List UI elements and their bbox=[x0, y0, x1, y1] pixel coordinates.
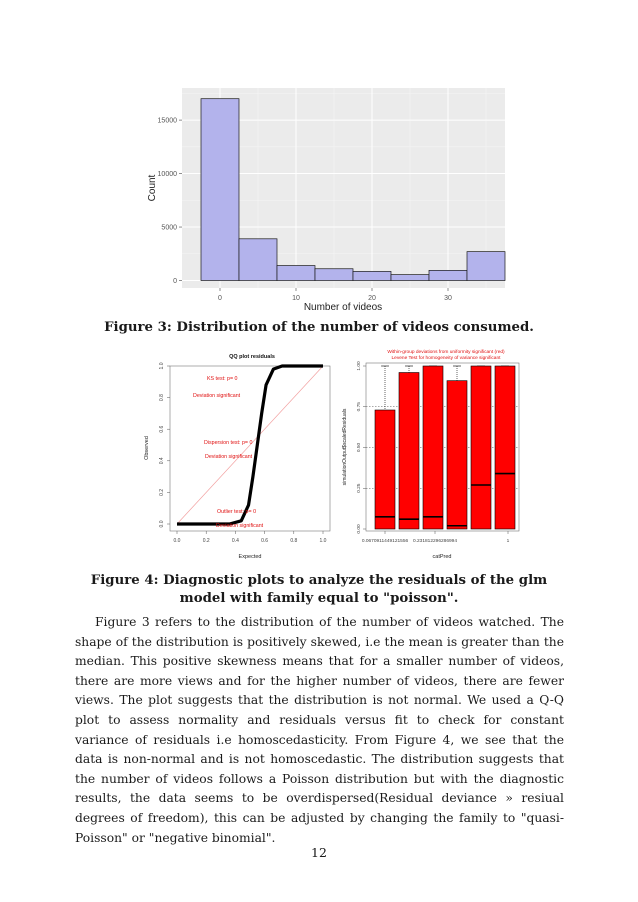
qq-frame bbox=[170, 366, 330, 531]
hist-bar bbox=[353, 271, 391, 280]
resid-box bbox=[495, 366, 515, 529]
hist-x-tick-label: 30 bbox=[444, 295, 452, 302]
hist-y-ticks bbox=[158, 118, 182, 285]
resid-box bbox=[447, 381, 467, 529]
hist-bar bbox=[201, 99, 239, 281]
resid-y-tick-label: 0.25 bbox=[357, 483, 362, 493]
resid-title-line2: Levene Test for homogeneity of variance significant bbox=[391, 356, 501, 361]
figure-3-caption: Figure 3: Distribution of the number of videos consumed. bbox=[104, 320, 534, 335]
hist-bar bbox=[467, 252, 505, 281]
hist-y-tick-label: 15000 bbox=[157, 117, 177, 125]
qq-x-tick-label: 0.2 bbox=[202, 538, 210, 544]
resid-x-label: catPred bbox=[432, 554, 452, 560]
qq-annotation-disp: Dispersion test: p= 0 bbox=[204, 440, 253, 446]
resid-y-tick-label: 1.00 bbox=[357, 361, 362, 371]
qq-y-tick-label: 0.6 bbox=[159, 425, 165, 433]
resid-box bbox=[375, 410, 395, 529]
qq-x-tick-label: 1.0 bbox=[319, 538, 327, 544]
figure-4-residual-boxplot bbox=[338, 348, 523, 566]
hist-x-ticks bbox=[218, 288, 452, 302]
qq-y-tick-label: 0.4 bbox=[159, 457, 165, 465]
hist-y-tick-label: 0 bbox=[173, 278, 177, 286]
qq-annotation-ks: KS test: p= 0 bbox=[207, 376, 238, 382]
resid-title-line1: Within-group deviations from uniformity significant (red) bbox=[387, 350, 505, 355]
qq-annotation-outlier-dev: Deviation significant bbox=[216, 523, 264, 529]
hist-x-tick-label: 0 bbox=[218, 295, 222, 302]
figure-4-caption: Figure 4: Diagnostic plots to analyze the residuals of the glm model with family equal to "poisson". bbox=[90, 573, 548, 606]
hist-bar bbox=[315, 269, 353, 281]
hist-bar bbox=[277, 266, 315, 281]
resid-box bbox=[471, 366, 491, 529]
hist-x-tick-label: 20 bbox=[368, 295, 376, 302]
resid-y-label: simulationOutput$scaledResiduals bbox=[342, 408, 348, 486]
resid-box bbox=[399, 373, 419, 529]
qq-title: QQ plot residuals bbox=[229, 354, 275, 360]
qq-x-tick-label: 0.8 bbox=[290, 538, 298, 544]
hist-bar bbox=[429, 270, 467, 280]
body-paragraph: Figure 3 refers to the distribution of the number of videos watched. The shape of the distribution is positively skewed, i.e the mean is greater than the median. This positive skewness means that for a smaller number of videos, there are more views and for the higher number of videos, there are fewer views. The plot suggests that the distribution is not normal. We used a Q-Q plot to assess normality and residuals versus fit to check for constant variance of residuals i.e homoscedasticity. From Figure 4, we see that the data is non-normal and is not homoscedastic. The distribution suggests that the number of videos follows a Poisson distribution but with the diagnostic results, the data seems to be overdispersed(Residual deviance » resiual degrees of freedom), this can be adjusted by changing the family to "quasi-Poisson" or "negative binomial". bbox=[75, 615, 564, 845]
resid-box bbox=[423, 366, 443, 529]
hist-y-tick-label: 5000 bbox=[161, 224, 177, 232]
resid-y-tick-label: 0.50 bbox=[357, 442, 362, 453]
hist-y-tick-label: 10000 bbox=[157, 171, 177, 179]
resid-y-tick-label: 0.75 bbox=[357, 402, 362, 412]
hist-y-label: Count bbox=[147, 174, 158, 202]
qq-x-label: Expected bbox=[238, 554, 262, 560]
qq-x-tick-label: 0.0 bbox=[173, 538, 181, 544]
qq-annotation-disp-dev: Deviation significant bbox=[205, 454, 253, 460]
qq-y-label: Observed bbox=[144, 436, 150, 460]
qq-y-tick-label: 1.0 bbox=[159, 362, 165, 370]
qq-y-tick-label: 0.8 bbox=[159, 394, 165, 402]
figure-3-histogram bbox=[140, 80, 510, 315]
qq-annotation-ks-dev: Deviation significant bbox=[193, 393, 241, 399]
resid-y-tick-label: 0.00 bbox=[357, 524, 362, 534]
figure-4-qq-plot bbox=[140, 348, 335, 566]
qq-x-tick-label: 0.4 bbox=[231, 538, 239, 544]
resid-x-tick-label: 0.231812296286994 bbox=[412, 539, 458, 544]
resid-x-tick-label: 1 bbox=[506, 539, 510, 544]
hist-bar bbox=[239, 239, 277, 281]
qq-annotation-outlier: Outlier test: p= 0 bbox=[217, 509, 257, 515]
qq-y-tick-label: 0.2 bbox=[159, 488, 165, 496]
hist-x-tick-label: 10 bbox=[292, 295, 300, 302]
hist-x-label: Number of videos bbox=[303, 302, 383, 313]
qq-y-tick-label: 0.0 bbox=[159, 520, 165, 528]
hist-bar bbox=[391, 275, 429, 281]
qq-x-tick-label: 0.6 bbox=[261, 538, 269, 544]
page-number: 12 bbox=[311, 845, 327, 860]
resid-x-tick-label: 0.0670911449121556 bbox=[361, 539, 409, 544]
